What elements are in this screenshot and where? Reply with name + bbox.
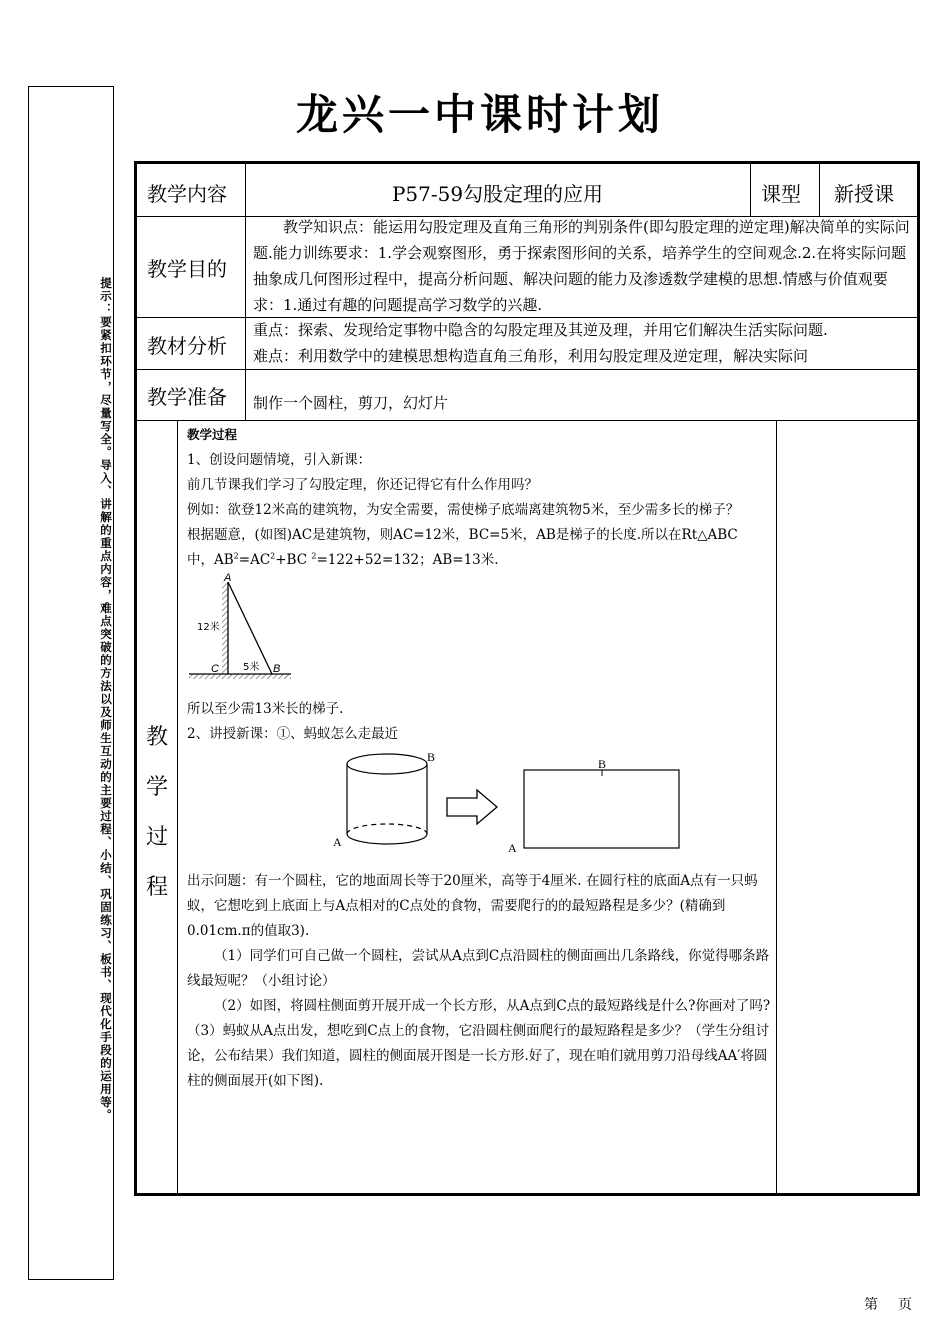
process-problem: 出示问题：有一个圆柱，它的地面周长等于20厘米，高等于4厘米. 在圆行柱的底面A点有一只蚂蚁，它想吃到上底面上与A点相对的C点处的食物，需要爬行的的最短路程是多少？(精确到0.01cm.π的值取3). bbox=[187, 873, 758, 939]
type-label: 课型 bbox=[761, 182, 801, 206]
cylinder-bottom-back bbox=[347, 824, 427, 834]
solution-part: =AC bbox=[238, 552, 271, 568]
process-conclusion: 所以至少需13米长的梯子. bbox=[187, 701, 344, 717]
ladder-label-height: 12米 bbox=[197, 622, 220, 633]
ladder-label-b: B bbox=[273, 663, 281, 675]
ladder-line bbox=[228, 582, 272, 674]
cylinder-bottom-front bbox=[347, 834, 427, 844]
process-solution-line-1: 根据题意，(如图)AC是建筑物，则AC=12米，BC=5米，AB是梯子的长度.所以在Rt△ABC bbox=[187, 527, 738, 543]
content-value: P57-59勾股定理的应用 bbox=[391, 182, 604, 206]
objectives-label: 教学目的 bbox=[147, 257, 227, 281]
page-number-label: 第页 bbox=[864, 1297, 932, 1313]
cylinder-label-a: A bbox=[333, 835, 342, 849]
process-step-2: 2、讲授新课：①、蚂蚁怎么走最近 bbox=[187, 726, 399, 742]
process-label-char: 程 bbox=[145, 875, 168, 900]
sidebar-tip-box bbox=[28, 86, 114, 1280]
process-label-char: 教 bbox=[145, 725, 168, 750]
analysis-difficult-point: 难点：利用数学中的建模思想构造直角三角形，利用勾股定理及逆定理，解决实际问 bbox=[253, 347, 809, 365]
sidebar-tip-text: 提示：要紧扣环节，尽量写全。导入、讲解的重点内容，难点突破的方法以及师生互动的主要过程、小结、巩固练习、板书、现代化手段的运用等。 bbox=[99, 276, 113, 1122]
process-recall: 前几节课我们学习了勾股定理，你还记得它有什么作用吗？ bbox=[187, 477, 538, 493]
prep-value: 制作一个圆柱，剪刀，幻灯片 bbox=[253, 394, 449, 412]
type-value: 新授课 bbox=[834, 182, 894, 206]
objectives-text: 教学知识点：能运用勾股定理及直角三角形的判别条件(即勾股定理的逆定理)解决简单的实际问题.能力训练要求：1.学会观察图形，勇于探索图形间的关系，培养学生的空间观念.2.在将实际问题抽象成几何图形过程中，提高分析问题、解决问题的能力及渗透数学建模的思想.情感与价值观要求：1.通过有趣的问题提高学习数学的兴趣. bbox=[253, 218, 910, 314]
process-question-1: （1）同学们可自己做一个圆柱，尝试从A点到C点沿圆柱的侧面画出几条路线，你觉得哪条路线最短呢？（小组讨论） bbox=[187, 948, 770, 989]
process-question-2: （2）如图，将圆柱侧面剪开展开成一个长方形，从A点到C点的最短路线是什么?你画对了吗? bbox=[214, 998, 771, 1014]
wall-hatch bbox=[222, 582, 228, 674]
analysis-key-point: 重点：探索、发现给定事物中隐含的勾股定理及其逆及理，并用它们解决生活实际问题. bbox=[253, 321, 828, 339]
cylinder-unfold-figure bbox=[327, 746, 687, 856]
rect-label-a: A bbox=[508, 841, 517, 855]
unfolded-rectangle bbox=[524, 770, 679, 848]
superscript: 2 bbox=[270, 551, 276, 561]
process-top-block bbox=[187, 422, 772, 573]
solution-part: +BC bbox=[275, 552, 312, 568]
ladder-label-c: C bbox=[211, 663, 219, 675]
content-label: 教学内容 bbox=[147, 182, 227, 206]
process-question-3: （3）蚂蚁从A点出发，想吃到C点上的食物，它沿圆柱侧面爬行的最短路程是多少？（学生分组讨论，公布结果）我们知道，圆柱的侧面展开图是一长方形.好了，现在咱们就用剪刀沿母线AA′将圆柱的侧面展开(如下图). bbox=[187, 1023, 770, 1089]
page-title: 龙兴一中课时计划 bbox=[296, 90, 665, 139]
unfold-arrow bbox=[447, 790, 497, 824]
superscript: 2 bbox=[311, 551, 317, 561]
process-step-1: 1、创设问题情境，引入新课： bbox=[187, 452, 372, 468]
process-label-char: 学 bbox=[145, 775, 168, 800]
ladder-figure bbox=[187, 572, 297, 684]
superscript: 2 bbox=[233, 551, 239, 561]
prep-label: 教学准备 bbox=[147, 385, 227, 409]
process-solution-line-2 bbox=[187, 548, 772, 573]
analysis-label: 教材分析 bbox=[147, 334, 227, 358]
process-example: 例如：欲登12米高的建筑物，为安全需要，需使梯子底端离建筑物5米，至少需多长的梯子？ bbox=[187, 502, 740, 518]
process-bottom-block bbox=[187, 869, 772, 1094]
ladder-label-a: A bbox=[224, 572, 232, 584]
process-middle-block bbox=[187, 697, 772, 747]
lesson-plan-table bbox=[134, 161, 920, 1196]
process-heading: 教学过程 bbox=[187, 427, 238, 442]
cylinder-top-ellipse bbox=[347, 754, 427, 774]
rect-label-b: B bbox=[598, 757, 607, 771]
cylinder-label-b: B bbox=[427, 750, 436, 764]
solution-part: 中，AB bbox=[187, 552, 234, 568]
process-label-char: 过 bbox=[145, 825, 168, 850]
ladder-label-base: 5米 bbox=[243, 662, 260, 673]
solution-part: =122+52=132；AB=13米. bbox=[316, 552, 499, 568]
